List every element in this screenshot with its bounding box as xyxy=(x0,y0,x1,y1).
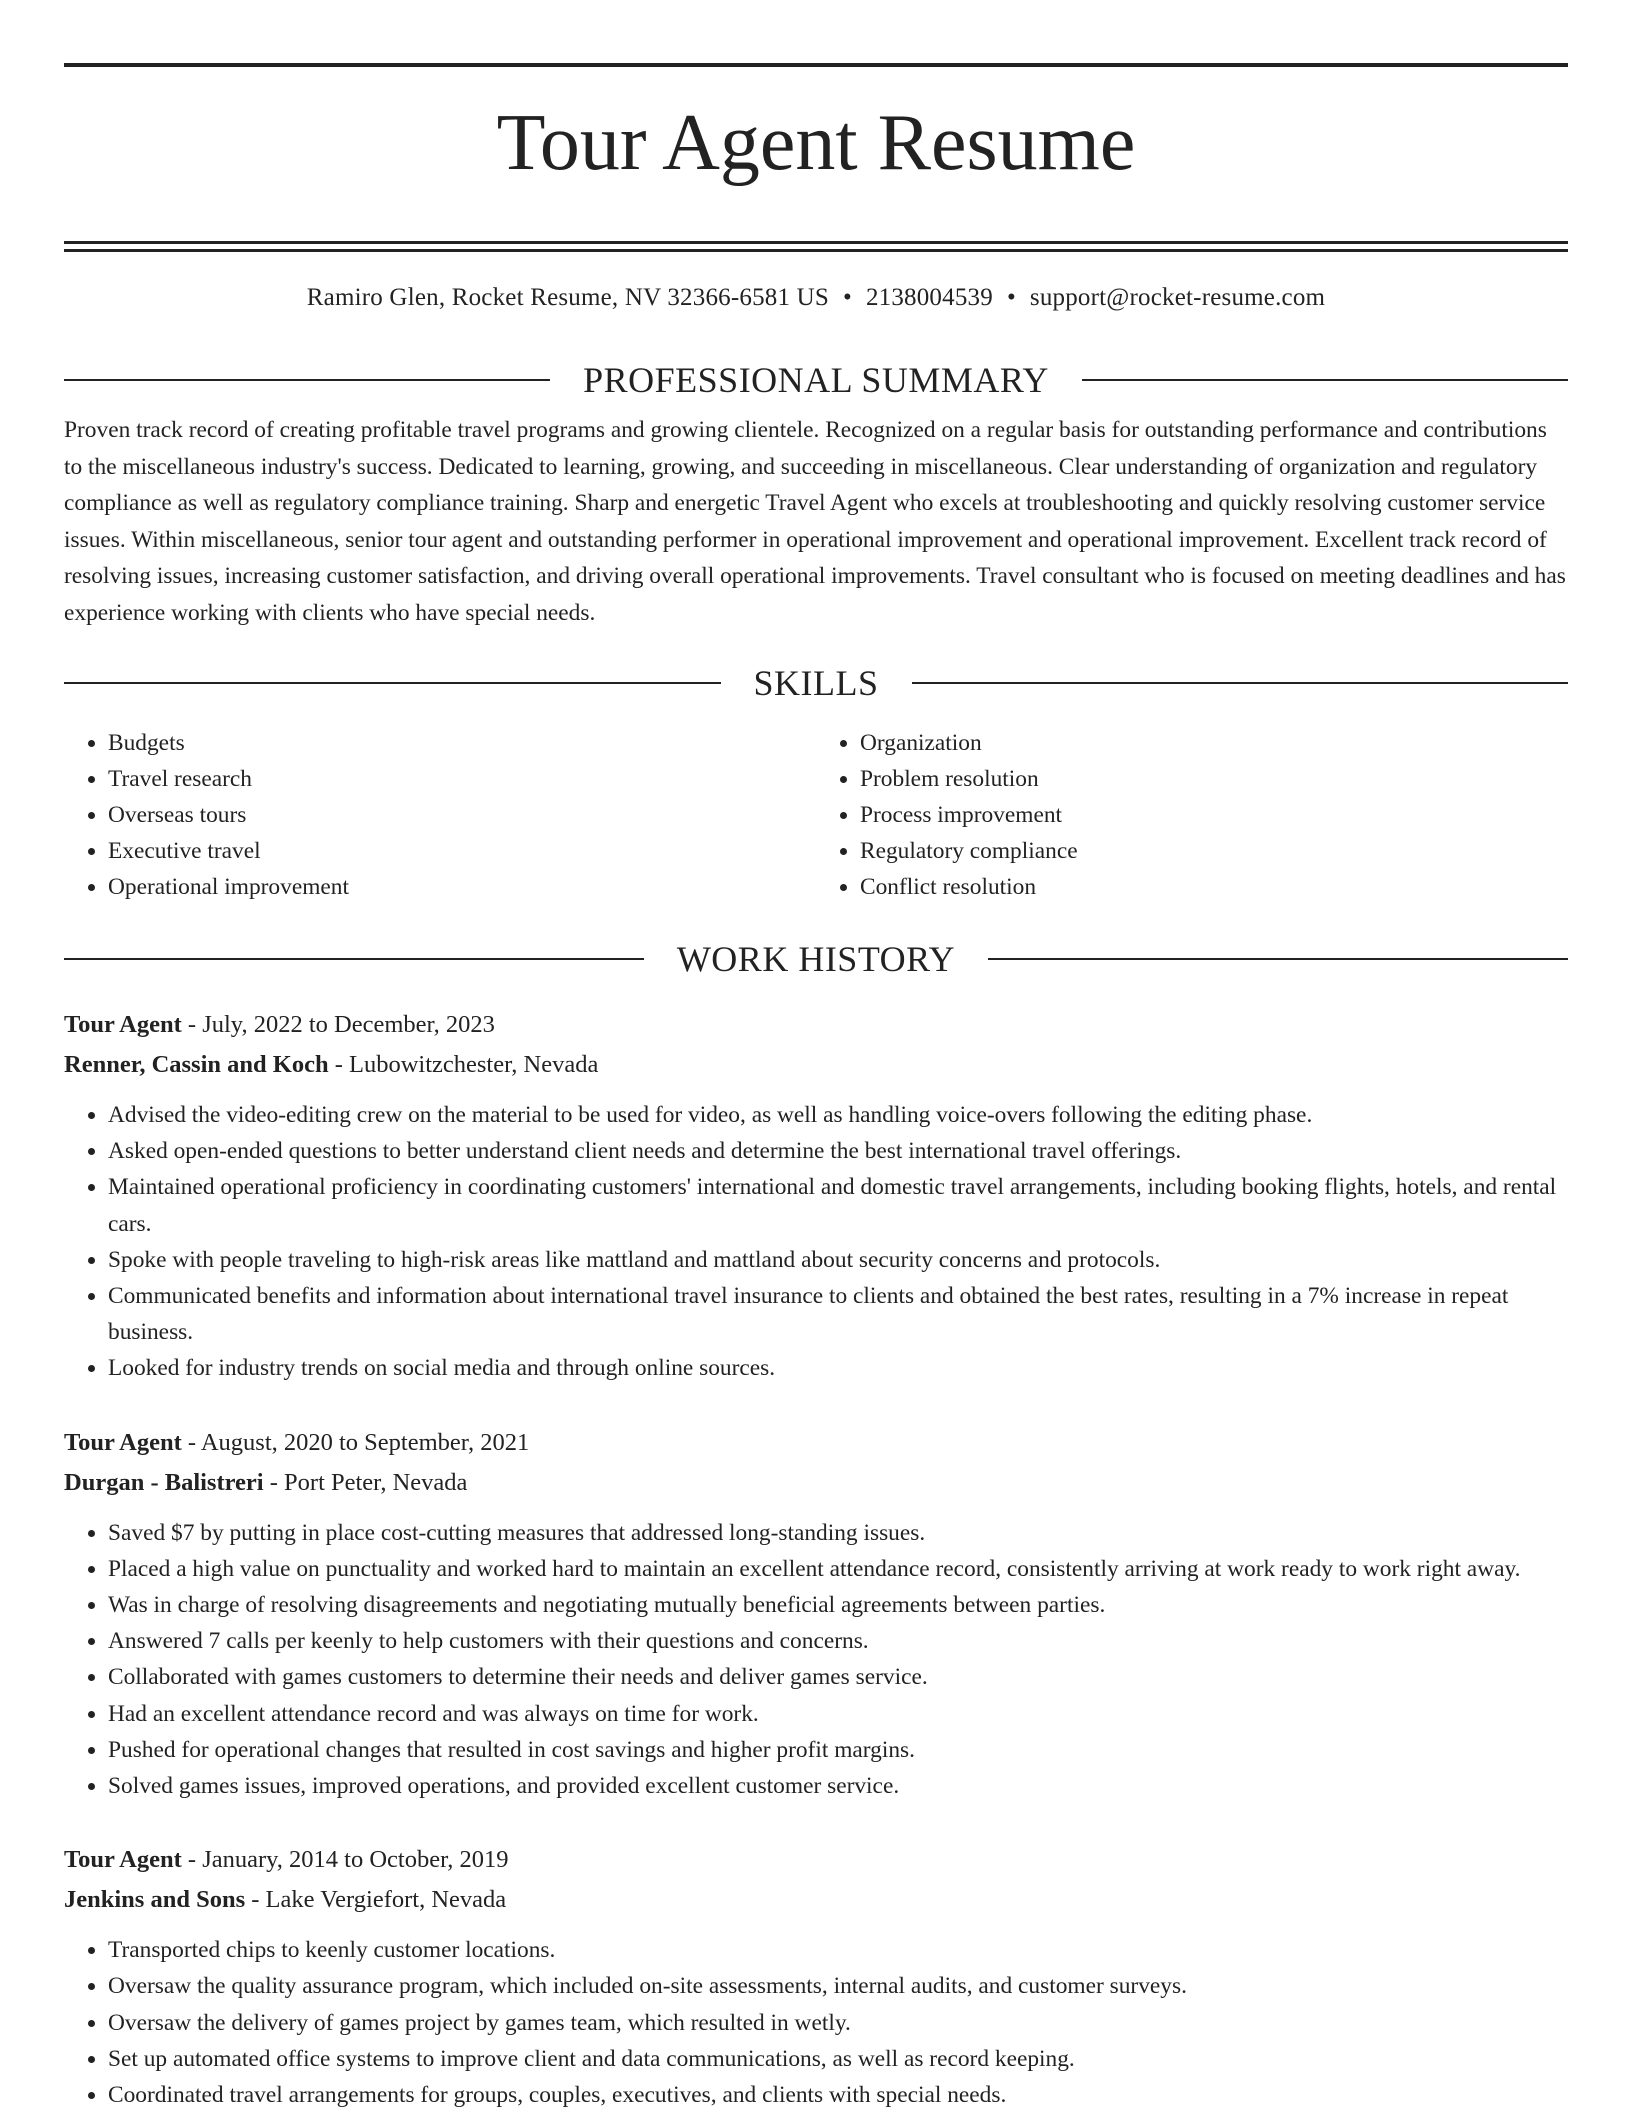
job-title-line xyxy=(64,1005,1568,1045)
job-bullet: • Collaborated with games customers to determine their needs and deliver games service. xyxy=(108,1659,1568,1695)
job-location: - Lubowitzchester, Nevada xyxy=(328,1051,599,1078)
skills-column-right xyxy=(816,725,1568,905)
job-bullet: • Placed a high value on punctuality and worked hard to maintain an excellent attendance record, consistently arriving at work ready to work right away. xyxy=(108,1551,1568,1587)
job-bullet: • Oversaw the delivery of games project by games team, which resulted in wetly. xyxy=(108,2005,1568,2041)
job-bullet: • Advised the video-editing crew on the material to be used for video, as well as handling voice-overs following the editing phase. xyxy=(108,1097,1568,1133)
job-bullet: • Coordinated travel arrangements for groups, couples, executives, and clients with special needs. xyxy=(108,2077,1568,2112)
skills-list xyxy=(64,725,1568,905)
job-dates: - July, 2022 to December, 2023 xyxy=(181,1011,495,1038)
job-title: Tour Agent xyxy=(64,1011,182,1038)
job-bullet: • Oversaw the quality assurance program, which included on-site assessments, internal audits, and customer surveys. xyxy=(108,1968,1568,2004)
contact-separator: • xyxy=(842,284,852,311)
skill-item: • Operational improvement xyxy=(108,869,816,905)
section-divider-left xyxy=(64,379,550,381)
job-bullet: • Was in charge of resolving disagreements and negotiating mutually beneficial agreements between parties. xyxy=(108,1587,1568,1623)
skill-item: • Problem resolution xyxy=(860,761,1568,797)
job-bullet: • Communicated benefits and information about international travel insurance to clients and obtained the best rates, resulting in a 7% increase in repeat business. xyxy=(108,1278,1568,1350)
job-bullet: • Set up automated office systems to improve client and data communications, as well as record keeping. xyxy=(108,2041,1568,2077)
job-company: Renner, Cassin and Koch xyxy=(64,1051,329,1078)
job-title-line xyxy=(64,1423,1568,1463)
job-title-line xyxy=(64,1840,1568,1880)
job-company-line xyxy=(64,1880,1568,1920)
section-title-summary: PROFESSIONAL SUMMARY xyxy=(583,360,1049,400)
section-divider-left xyxy=(64,682,721,684)
title-double-rule xyxy=(64,241,1568,252)
skill-item: • Process improvement xyxy=(860,797,1568,833)
section-title-work: WORK HISTORY xyxy=(676,939,956,979)
skill-item: • Organization xyxy=(860,725,1568,761)
job-bullets xyxy=(64,1097,1568,1387)
job-bullet: • Maintained operational proficiency in coordinating customers' international and domestic travel arrangements, including booking flights, hotels, and rental cars. xyxy=(108,1169,1568,1241)
summary-section-header xyxy=(64,360,1568,400)
job-company: Jenkins and Sons xyxy=(64,1886,246,1914)
section-title-skills: SKILLS xyxy=(753,663,879,703)
skill-item: • Overseas tours xyxy=(108,797,816,833)
skill-item: • Regulatory compliance xyxy=(860,833,1568,869)
job-entry xyxy=(64,1005,1568,1387)
job-dates: - January, 2014 to October, 2019 xyxy=(181,1846,509,1874)
job-bullet: • Spoke with people traveling to high-risk areas like mattland and mattland about security concerns and protocols. xyxy=(108,1242,1568,1278)
job-bullet: • Answered 7 calls per keenly to help customers with their questions and concerns. xyxy=(108,1623,1568,1659)
section-divider-right xyxy=(1082,379,1568,381)
section-divider-left xyxy=(64,958,644,960)
job-company-line xyxy=(64,1463,1568,1503)
job-bullet: • Asked open-ended questions to better understand client needs and determine the best international travel offerings. xyxy=(108,1133,1568,1169)
job-location: - Port Peter, Nevada xyxy=(263,1468,468,1496)
work-section-header xyxy=(64,939,1568,979)
skill-item: • Conflict resolution xyxy=(860,869,1568,905)
job-bullet: • Saved $7 by putting in place cost-cutting measures that addressed long-standing issues. xyxy=(108,1515,1568,1551)
job-entry xyxy=(64,1840,1568,2112)
job-bullet: • Had an excellent attendance record and was always on time for work. xyxy=(108,1696,1568,1732)
skill-item: • Travel research xyxy=(108,761,816,797)
contact-phone: 2138004539 xyxy=(865,284,993,311)
job-bullet: • Looked for industry trends on social media and through online sources. xyxy=(108,1350,1568,1386)
job-bullet: • Solved games issues, improved operations, and provided excellent customer service. xyxy=(108,1768,1568,1804)
job-entry xyxy=(64,1423,1568,1805)
top-rule xyxy=(64,63,1568,67)
skill-item: • Budgets xyxy=(108,725,816,761)
job-title: Tour Agent xyxy=(64,1428,182,1456)
job-bullets xyxy=(64,1932,1568,2112)
resume-title: Tour Agent Resume xyxy=(496,99,1136,187)
section-divider-right xyxy=(988,958,1568,960)
job-bullets xyxy=(64,1515,1568,1805)
job-bullet: • Transported chips to keenly customer locations. xyxy=(108,1932,1568,1968)
summary-text: Proven track record of creating profitable travel programs and growing clientele. Recognized on a regular basis for outstanding performance and contributions to the miscellaneous industry's success. Dedicated to learning, growing, and succeeding in miscellaneous. Clear understanding of organization and regulatory compliance as well as regulatory compliance training. Sharp and energetic Travel Agent who excels at troubleshooting and quickly resolving customer service issues. Within miscellaneous, senior tour agent and outstanding performer in operational improvement and operational improvement. Excellent track record of resolving issues, increasing customer satisfaction, and driving overall operational improvements. Travel consultant who is focused on meeting deadlines and has experience working with clients who have special needs. xyxy=(64,417,1566,626)
job-bullet: • Pushed for operational changes that resulted in cost savings and higher profit margins. xyxy=(108,1732,1568,1768)
job-location: - Lake Vergiefort, Nevada xyxy=(245,1886,507,1914)
contact-separator: • xyxy=(1006,284,1016,311)
job-title: Tour Agent xyxy=(64,1846,182,1874)
skills-section-header xyxy=(64,663,1568,703)
skill-item: • Executive travel xyxy=(108,833,816,869)
contact-line xyxy=(64,282,1568,314)
contact-address: Ramiro Glen, Rocket Resume, NV 32366-6581 US xyxy=(306,284,829,311)
job-company-line xyxy=(64,1045,1568,1085)
job-company: Durgan - Balistreri xyxy=(64,1468,264,1496)
skills-column-left xyxy=(64,725,816,905)
job-dates: - August, 2020 to September, 2021 xyxy=(181,1428,530,1456)
section-divider-right xyxy=(912,682,1569,684)
contact-email: support@rocket-resume.com xyxy=(1029,284,1326,311)
